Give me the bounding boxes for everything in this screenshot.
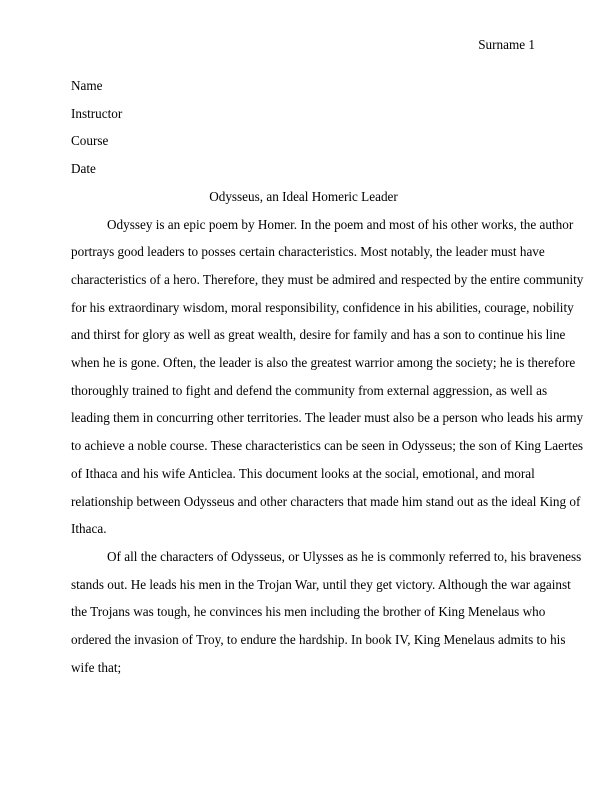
- student-name: Name: [71, 78, 103, 93]
- paragraph-line: when he is gone. Often, the leader is also the greatest warrior among the society; he is therefore: [71, 355, 576, 371]
- paragraph-line: the Trojans was tough, he convinces his men including the brother of King Menelaus who: [71, 604, 546, 620]
- document-body: [71, 72, 584, 681]
- paragraph-line: thoroughly trained to fight and defend the community from external aggression, as well as: [71, 382, 548, 398]
- paragraph-line: for his extraordinary wisdom, moral responsibility, confidence in his abilities, courage, nobility: [71, 299, 574, 315]
- paragraph-line: ordered the invasion of Troy, to endure the hardship. In book IV, King Menelaus admits to his: [71, 632, 566, 648]
- date: Date: [71, 161, 96, 177]
- paragraph-line: portrays good leaders to posses certain characteristics. Most notably, the leader must have: [71, 244, 545, 260]
- paragraph-line: stands out. He leads his men in the Trojan War, until they get victory. Although the war against: [71, 576, 571, 592]
- paragraph-line: Ithaca.: [71, 521, 107, 537]
- paragraph-line: leading them in concurring other territories. The leader must also be a person who leads his army: [71, 410, 584, 426]
- paragraph-2: [71, 543, 582, 682]
- paragraph-line: of Ithaca and his wife Anticlea. This document looks at the social, emotional, and moral: [71, 465, 535, 481]
- paragraph-line: Of all the characters of Odysseus, or Ulysses as he is commonly referred to, his braveness: [107, 548, 582, 564]
- paragraph-line: and thirst for glory as well as great wealth, desire for family and has a son to continue his line: [71, 327, 566, 343]
- course-name: Course: [71, 133, 109, 149]
- heading-block: [71, 72, 536, 183]
- essay-title: Odysseus, an Ideal Homeric Leader: [209, 188, 398, 204]
- paragraph-line: relationship between Odysseus and other characters that made him stand out as the ideal King of: [71, 493, 581, 509]
- paragraph-line: wife that;: [71, 659, 122, 675]
- instructor-name: Instructor: [71, 105, 123, 121]
- paragraph-line: to achieve a noble course. These characteristics can be seen in Odysseus; the son of King Laertes: [71, 438, 584, 454]
- paragraph-1: [71, 211, 584, 543]
- running-header-page-number: Surname 1: [478, 37, 535, 52]
- paragraph-line: characteristics of a hero. Therefore, they must be admired and respected by the entire community: [71, 271, 584, 287]
- paragraph-line: Odyssey is an epic poem by Homer. In the poem and most of his other works, the author: [107, 216, 574, 232]
